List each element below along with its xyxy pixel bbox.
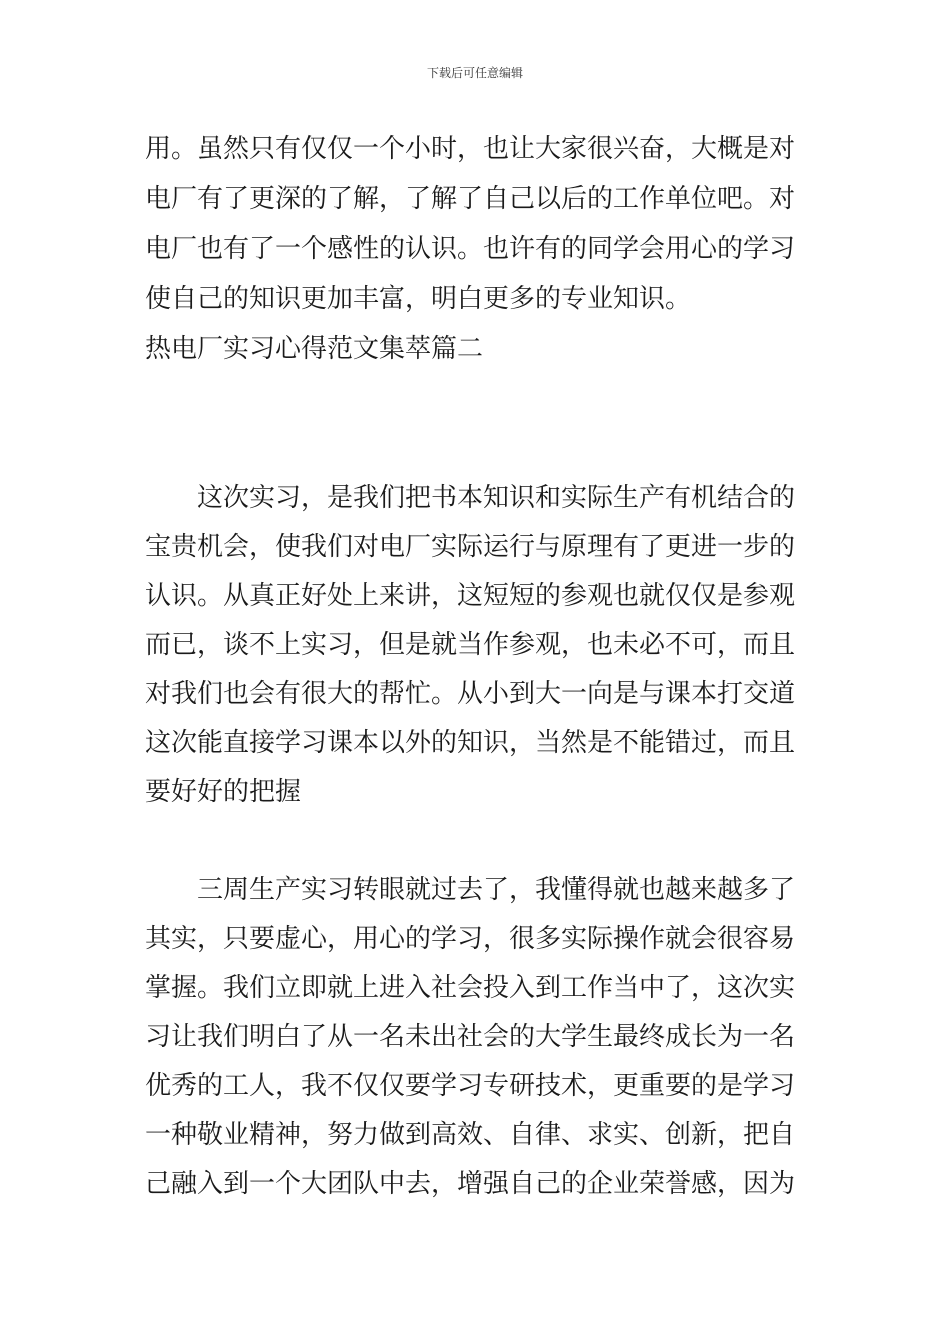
paragraph-line: 电厂也有了一个感性的认识。也许有的同学会用心的学习 [145, 234, 796, 264]
paragraph-line: 电厂有了更深的了解，了解了自己以后的工作单位吧。对 [145, 184, 796, 214]
paragraph-line: 使自己的知识更加丰富，明白更多的专业知识。 [145, 284, 692, 314]
paragraph-line: 这次能直接学习课本以外的知识，当然是不能错过，而且 [145, 728, 796, 758]
paragraph-line: 要好好的把握 [145, 777, 302, 807]
paragraph-line: 认识。从真正好处上来讲，这短短的参观也就仅仅是参观 [145, 581, 796, 611]
paragraph-line: 一种敬业精神，努力做到高效、自律、求实、创新，把自 [145, 1120, 796, 1150]
page-header-note: 下载后可任意编辑 [426, 66, 523, 80]
paragraph-line: 这次实习，是我们把书本知识和实际生产有机结合的 [197, 483, 796, 513]
paragraph-line: 习让我们明白了从一名未出社会的大学生最终成长为一名 [145, 1022, 796, 1052]
paragraph-line: 对我们也会有很大的帮忙。从小到大一向是与课本打交道 [145, 679, 796, 709]
paragraph-line: 优秀的工人，我不仅仅要学习专研技术，更重要的是学习 [145, 1071, 796, 1101]
paragraph-line: 用。虽然只有仅仅一个小时，也让大家很兴奋，大概是对 [145, 134, 796, 164]
paragraph-line: 己融入到一个大团队中去，增强自己的企业荣誉感，因为 [145, 1169, 796, 1199]
paragraph-line: 而已，谈不上实习，但是就当作参观，也未必不可，而且 [145, 630, 796, 660]
paragraph-line: 掌握。我们立即就上进入社会投入到工作当中了，这次实 [145, 973, 796, 1003]
paragraph-line: 宝贵机会，使我们对电厂实际运行与原理有了更进一步的 [145, 532, 796, 562]
paragraph-line: 三周生产实习转眼就过去了，我懂得就也越来越多了 [197, 875, 796, 905]
section-title: 热电厂实习心得范文集萃篇二 [145, 334, 484, 364]
paragraph-line: 其实，只要虚心，用心的学习，很多实际操作就会很容易 [145, 924, 796, 954]
